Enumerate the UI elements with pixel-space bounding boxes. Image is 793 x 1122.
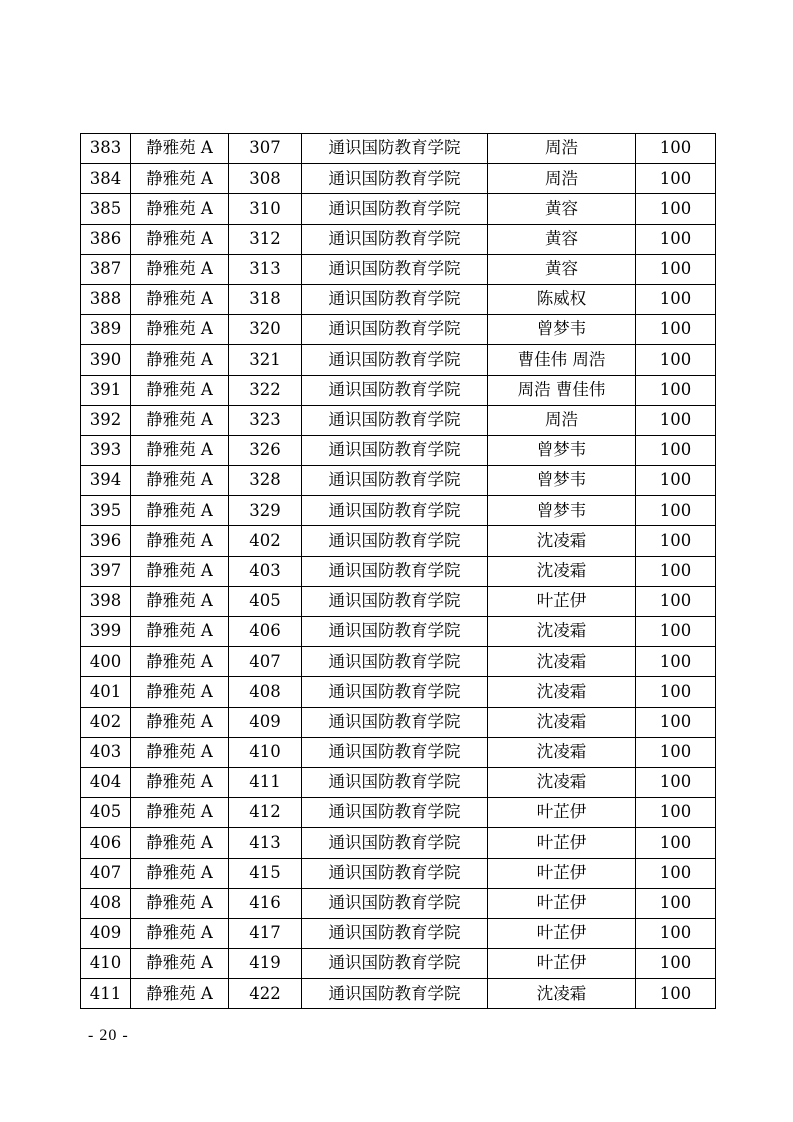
score-cell: 100: [636, 466, 716, 496]
building-cell: 静雅苑 A: [131, 134, 229, 164]
seq-cell: 393: [81, 435, 131, 465]
college-cell: 通识国防教育学院: [302, 949, 488, 979]
seq-cell: 388: [81, 284, 131, 314]
seq-cell: 407: [81, 858, 131, 888]
room-cell: 413: [229, 828, 302, 858]
seq-cell: 391: [81, 375, 131, 405]
college-cell: 通识国防教育学院: [302, 888, 488, 918]
building-cell: 静雅苑 A: [131, 707, 229, 737]
seq-cell: 395: [81, 496, 131, 526]
name-cell: 沈凌霜: [488, 737, 636, 767]
college-cell: 通识国防教育学院: [302, 345, 488, 375]
college-cell: 通识国防教育学院: [302, 979, 488, 1009]
name-cell: 叶芷伊: [488, 828, 636, 858]
seq-cell: 385: [81, 194, 131, 224]
room-cell: 322: [229, 375, 302, 405]
seq-cell: 394: [81, 466, 131, 496]
room-cell: 410: [229, 737, 302, 767]
seq-cell: 406: [81, 828, 131, 858]
room-cell: 402: [229, 526, 302, 556]
score-cell: 100: [636, 858, 716, 888]
name-cell: 曹佳伟 周浩: [488, 345, 636, 375]
score-cell: 100: [636, 888, 716, 918]
table-row: [81, 315, 716, 345]
college-cell: 通识国防教育学院: [302, 134, 488, 164]
score-cell: 100: [636, 224, 716, 254]
score-cell: 100: [636, 435, 716, 465]
name-cell: 黄容: [488, 254, 636, 284]
table-row: [81, 375, 716, 405]
college-cell: 通识国防教育学院: [302, 586, 488, 616]
seq-cell: 386: [81, 224, 131, 254]
building-cell: 静雅苑 A: [131, 918, 229, 948]
room-cell: 329: [229, 496, 302, 526]
seq-cell: 387: [81, 254, 131, 284]
room-cell: 310: [229, 194, 302, 224]
name-cell: 沈凌霜: [488, 677, 636, 707]
score-cell: 100: [636, 164, 716, 194]
table-row: [81, 647, 716, 677]
building-cell: 静雅苑 A: [131, 224, 229, 254]
score-cell: 100: [636, 375, 716, 405]
name-cell: 曾梦韦: [488, 435, 636, 465]
name-cell: 黄容: [488, 224, 636, 254]
seq-cell: 390: [81, 345, 131, 375]
seq-cell: 403: [81, 737, 131, 767]
score-cell: 100: [636, 496, 716, 526]
score-cell: 100: [636, 254, 716, 284]
seq-cell: 402: [81, 707, 131, 737]
table-row: [81, 617, 716, 647]
name-cell: 曾梦韦: [488, 315, 636, 345]
room-cell: 416: [229, 888, 302, 918]
building-cell: 静雅苑 A: [131, 737, 229, 767]
name-cell: 沈凌霜: [488, 647, 636, 677]
table-row: [81, 134, 716, 164]
room-cell: 318: [229, 284, 302, 314]
college-cell: 通识国防教育学院: [302, 405, 488, 435]
building-cell: 静雅苑 A: [131, 556, 229, 586]
room-cell: 326: [229, 435, 302, 465]
table-row: [81, 284, 716, 314]
room-cell: 411: [229, 767, 302, 797]
name-cell: 陈威权: [488, 284, 636, 314]
building-cell: 静雅苑 A: [131, 949, 229, 979]
room-cell: 415: [229, 858, 302, 888]
room-cell: 403: [229, 556, 302, 586]
seq-cell: 399: [81, 617, 131, 647]
room-cell: 313: [229, 254, 302, 284]
score-cell: 100: [636, 647, 716, 677]
score-cell: 100: [636, 556, 716, 586]
table-row: [81, 707, 716, 737]
name-cell: 沈凌霜: [488, 979, 636, 1009]
table-row: [81, 979, 716, 1009]
building-cell: 静雅苑 A: [131, 677, 229, 707]
name-cell: 沈凌霜: [488, 526, 636, 556]
table-row: [81, 224, 716, 254]
table-row: [81, 345, 716, 375]
college-cell: 通识国防教育学院: [302, 647, 488, 677]
score-cell: 100: [636, 737, 716, 767]
room-cell: 417: [229, 918, 302, 948]
building-cell: 静雅苑 A: [131, 164, 229, 194]
room-cell: 412: [229, 798, 302, 828]
name-cell: 曾梦韦: [488, 466, 636, 496]
table-row: [81, 526, 716, 556]
table-row: [81, 949, 716, 979]
name-cell: 沈凌霜: [488, 556, 636, 586]
name-cell: 周浩: [488, 164, 636, 194]
score-cell: 100: [636, 284, 716, 314]
score-cell: 100: [636, 526, 716, 556]
name-cell: 曾梦韦: [488, 496, 636, 526]
building-cell: 静雅苑 A: [131, 375, 229, 405]
building-cell: 静雅苑 A: [131, 345, 229, 375]
room-cell: 312: [229, 224, 302, 254]
college-cell: 通识国防教育学院: [302, 224, 488, 254]
college-cell: 通识国防教育学院: [302, 798, 488, 828]
table-row: [81, 798, 716, 828]
building-cell: 静雅苑 A: [131, 888, 229, 918]
score-cell: 100: [636, 405, 716, 435]
room-cell: 406: [229, 617, 302, 647]
name-cell: 周浩 曹佳伟: [488, 375, 636, 405]
college-cell: 通识国防教育学院: [302, 526, 488, 556]
seq-cell: 405: [81, 798, 131, 828]
building-cell: 静雅苑 A: [131, 405, 229, 435]
score-cell: 100: [636, 677, 716, 707]
building-cell: 静雅苑 A: [131, 767, 229, 797]
name-cell: 叶芷伊: [488, 888, 636, 918]
building-cell: 静雅苑 A: [131, 526, 229, 556]
college-cell: 通识国防教育学院: [302, 164, 488, 194]
seq-cell: 401: [81, 677, 131, 707]
name-cell: 叶芷伊: [488, 798, 636, 828]
college-cell: 通识国防教育学院: [302, 556, 488, 586]
table-row: [81, 858, 716, 888]
table-row: [81, 496, 716, 526]
seq-cell: 411: [81, 979, 131, 1009]
table-row: [81, 466, 716, 496]
table-row: [81, 556, 716, 586]
building-cell: 静雅苑 A: [131, 586, 229, 616]
name-cell: 沈凌霜: [488, 617, 636, 647]
seq-cell: 404: [81, 767, 131, 797]
name-cell: 周浩: [488, 405, 636, 435]
college-cell: 通识国防教育学院: [302, 737, 488, 767]
college-cell: 通识国防教育学院: [302, 496, 488, 526]
room-cell: 419: [229, 949, 302, 979]
name-cell: 叶芷伊: [488, 586, 636, 616]
room-cell: 422: [229, 979, 302, 1009]
college-cell: 通识国防教育学院: [302, 707, 488, 737]
seq-cell: 392: [81, 405, 131, 435]
building-cell: 静雅苑 A: [131, 798, 229, 828]
table-row: [81, 405, 716, 435]
college-cell: 通识国防教育学院: [302, 194, 488, 224]
room-cell: 405: [229, 586, 302, 616]
table-row: [81, 194, 716, 224]
building-cell: 静雅苑 A: [131, 254, 229, 284]
score-cell: 100: [636, 949, 716, 979]
college-cell: 通识国防教育学院: [302, 284, 488, 314]
building-cell: 静雅苑 A: [131, 315, 229, 345]
seq-cell: 398: [81, 586, 131, 616]
building-cell: 静雅苑 A: [131, 435, 229, 465]
table-row: [81, 677, 716, 707]
seq-cell: 384: [81, 164, 131, 194]
seq-cell: 389: [81, 315, 131, 345]
college-cell: 通识国防教育学院: [302, 435, 488, 465]
name-cell: 沈凌霜: [488, 707, 636, 737]
building-cell: 静雅苑 A: [131, 194, 229, 224]
table-row: [81, 164, 716, 194]
building-cell: 静雅苑 A: [131, 617, 229, 647]
room-cell: 323: [229, 405, 302, 435]
room-cell: 321: [229, 345, 302, 375]
name-cell: 沈凌霜: [488, 767, 636, 797]
seq-cell: 400: [81, 647, 131, 677]
building-cell: 静雅苑 A: [131, 647, 229, 677]
name-cell: 叶芷伊: [488, 949, 636, 979]
college-cell: 通识国防教育学院: [302, 375, 488, 405]
score-cell: 100: [636, 979, 716, 1009]
table-row: [81, 435, 716, 465]
page-number: - 20 -: [88, 1027, 129, 1044]
seq-cell: 396: [81, 526, 131, 556]
seq-cell: 408: [81, 888, 131, 918]
score-cell: 100: [636, 918, 716, 948]
score-cell: 100: [636, 707, 716, 737]
seq-cell: 383: [81, 134, 131, 164]
score-cell: 100: [636, 586, 716, 616]
room-cell: 320: [229, 315, 302, 345]
room-cell: 409: [229, 707, 302, 737]
room-cell: 408: [229, 677, 302, 707]
college-cell: 通识国防教育学院: [302, 858, 488, 888]
college-cell: 通识国防教育学院: [302, 466, 488, 496]
building-cell: 静雅苑 A: [131, 858, 229, 888]
score-cell: 100: [636, 134, 716, 164]
college-cell: 通识国防教育学院: [302, 617, 488, 647]
score-cell: 100: [636, 617, 716, 647]
college-cell: 通识国防教育学院: [302, 254, 488, 284]
room-cell: 307: [229, 134, 302, 164]
score-cell: 100: [636, 194, 716, 224]
score-cell: 100: [636, 345, 716, 375]
room-cell: 308: [229, 164, 302, 194]
college-cell: 通识国防教育学院: [302, 677, 488, 707]
room-cell: 328: [229, 466, 302, 496]
building-cell: 静雅苑 A: [131, 284, 229, 314]
table-body: [81, 134, 716, 1009]
table-row: [81, 254, 716, 284]
college-cell: 通识国防教育学院: [302, 315, 488, 345]
name-cell: 黄容: [488, 194, 636, 224]
building-cell: 静雅苑 A: [131, 828, 229, 858]
building-cell: 静雅苑 A: [131, 496, 229, 526]
name-cell: 叶芷伊: [488, 918, 636, 948]
seq-cell: 409: [81, 918, 131, 948]
name-cell: 叶芷伊: [488, 858, 636, 888]
score-cell: 100: [636, 828, 716, 858]
seq-cell: 397: [81, 556, 131, 586]
college-cell: 通识国防教育学院: [302, 918, 488, 948]
dormitory-score-table: [80, 133, 716, 1009]
college-cell: 通识国防教育学院: [302, 767, 488, 797]
table-row: [81, 918, 716, 948]
room-cell: 407: [229, 647, 302, 677]
table-row: [81, 767, 716, 797]
score-cell: 100: [636, 315, 716, 345]
building-cell: 静雅苑 A: [131, 466, 229, 496]
seq-cell: 410: [81, 949, 131, 979]
score-cell: 100: [636, 767, 716, 797]
table-row: [81, 888, 716, 918]
table-row: [81, 737, 716, 767]
table-row: [81, 586, 716, 616]
table-row: [81, 828, 716, 858]
name-cell: 周浩: [488, 134, 636, 164]
score-cell: 100: [636, 798, 716, 828]
building-cell: 静雅苑 A: [131, 979, 229, 1009]
college-cell: 通识国防教育学院: [302, 828, 488, 858]
